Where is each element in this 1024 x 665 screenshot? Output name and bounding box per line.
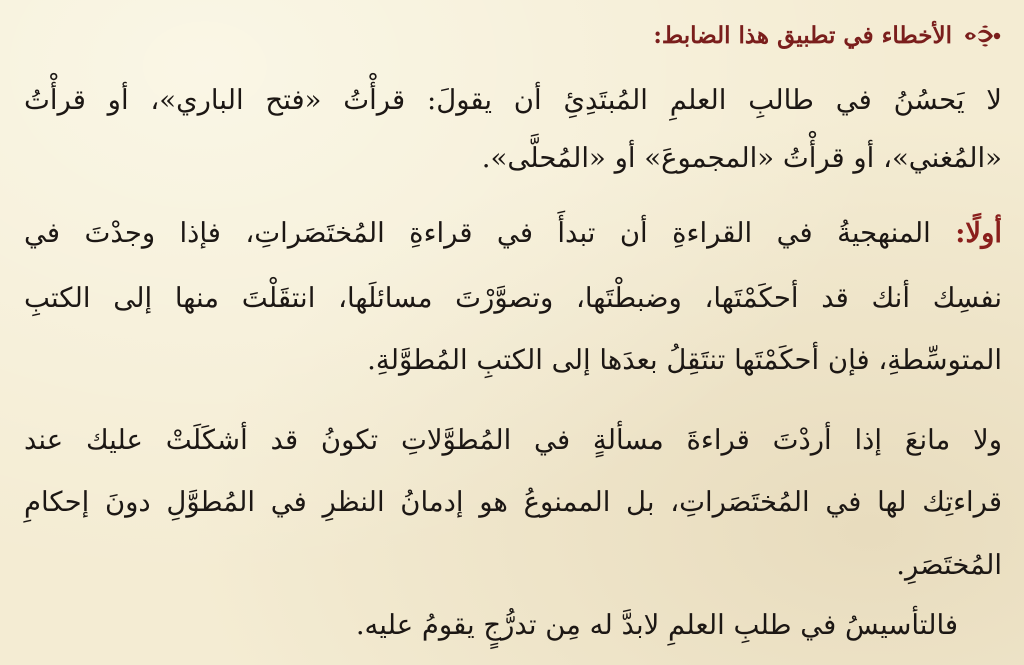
section-heading	[653, 22, 1004, 49]
section-heading-text: الأخطاء في تطبيق هذا الضابط:	[653, 22, 952, 49]
paragraph-line: المتوسِّطةِ، فإن أحكَمْتَها تنتَقِلُ بعدَها إلى الكتبِ المُطوَّلةِ.	[367, 344, 1002, 376]
paragraph-line: ولا مانعَ إذا أردْتَ قراءةَ مسألةٍ في المُطوَّلاتِ تكونُ قد أشكَلَتْ عليك عند	[24, 424, 1002, 456]
point-label: أولًا:	[955, 217, 1002, 249]
paragraph-line: «المُغني»، أو قرأْتُ «المجموعَ» أو «المُحلَّى».	[481, 142, 1002, 174]
paragraph-line: لا يَحسُنُ في طالبِ العلمِ المُبتَدِئِ أن يقولَ: قرأْتُ «فتح الباري»، أو قرأْتُ	[24, 84, 1002, 116]
paragraph-line: نفسِك أنك قد أحكَمْتَها، وضبطْتَها، وتصوَّرْتَ مسائلَها، انتقَلْتَ منها إلى الكتبِ	[24, 282, 1002, 314]
paragraph-line	[24, 213, 1002, 253]
floral-ornament-icon	[962, 24, 1004, 48]
paragraph-line: فالتأسيسُ في طلبِ العلمِ لابدَّ له مِن تدرُّجٍ يقومُ عليه.	[355, 609, 958, 641]
paragraph-line: قراءتِك لها في المُختَصَراتِ، بل الممنوعُ هو إدمانُ النظرِ في المُطوَّلِ دونَ إحكامِ	[24, 486, 1002, 518]
paragraph-text: المنهجيةُ في القراءةِ أن تبدأَ في قراءةِ المُختَصَراتِ، فإذا وجدْتَ في	[24, 217, 956, 249]
paragraph-line: المُختَصَرِ.	[896, 549, 1002, 581]
